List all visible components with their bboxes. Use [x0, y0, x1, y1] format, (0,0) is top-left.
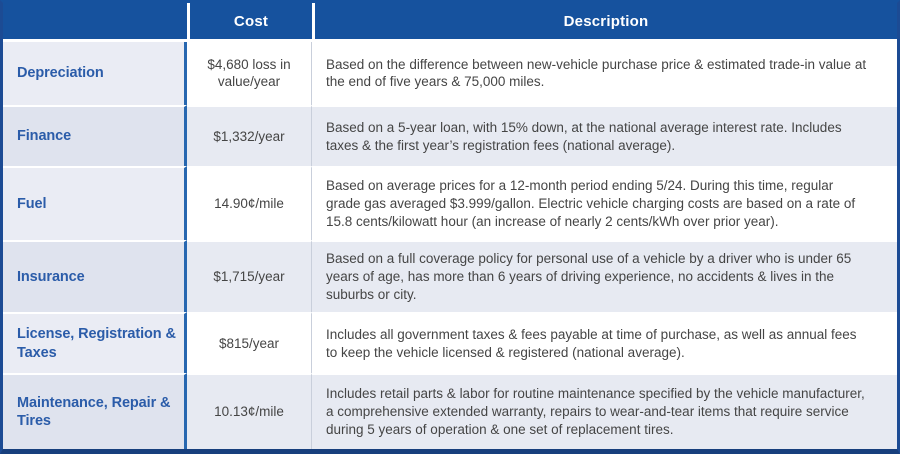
header-description: Description: [312, 3, 897, 39]
description-cell: Based on average prices for a 12-month period ending 5/24. During this time, regular grade gas averaged $3.999/gallon. Electric vehicle charging costs are based on a rate of 15.8 cents/kilowatt hour (an increase of nearly 2 cents/kWh over prior year).: [312, 166, 897, 240]
description-cell: Includes all government taxes & fees payable at time of purchase, as well as annual fees to keep the vehicle licensed & registered (national average).: [312, 312, 897, 374]
description-cell: Based on a full coverage policy for personal use of a vehicle by a driver who is under 65 years of age, has more than 6 years of driving experience, no accidents & lives in the suburbs or city.: [312, 240, 897, 312]
table-row-insurance: [3, 240, 897, 312]
table-body: [3, 42, 897, 449]
category-cell: Maintenance, Repair & Tires: [3, 373, 187, 449]
description-cell: Based on the difference between new-vehicle purchase price & estimated trade-in value at the end of five years & 75,000 miles.: [312, 42, 897, 105]
cost-cell: $815/year: [187, 312, 312, 374]
table-row-finance: [3, 105, 897, 167]
description-cell: Includes retail parts & labor for routine maintenance specified by the vehicle manufacturer, a comprehensive extended warranty, repairs to wear-and-tear items that require service during 5 years of operation & one set of replacement tires.: [312, 373, 897, 449]
category-cell: Insurance: [3, 240, 187, 312]
description-cell: Based on a 5-year loan, with 15% down, at the national average interest rate. Includes taxes & the first year’s registration fees (national average).: [312, 105, 897, 167]
table-row-license-registration-taxes: [3, 312, 897, 374]
category-cell: Finance: [3, 105, 187, 167]
table-header-row: [3, 3, 897, 42]
category-cell: Depreciation: [3, 42, 187, 105]
cost-cell: 10.13¢/mile: [187, 373, 312, 449]
cost-cell: 14.90¢/mile: [187, 166, 312, 240]
table-row-depreciation: [3, 42, 897, 105]
header-cost: Cost: [187, 3, 312, 39]
header-category: [3, 3, 187, 39]
table-row-fuel: [3, 166, 897, 240]
cost-cell: $1,332/year: [187, 105, 312, 167]
table-row-maintenance-repair-tires: [3, 373, 897, 449]
cost-cell: $1,715/year: [187, 240, 312, 312]
category-cell: Fuel: [3, 166, 187, 240]
cost-cell: $4,680 loss in value/year: [187, 42, 312, 105]
category-cell: License, Registration & Taxes: [3, 312, 187, 374]
